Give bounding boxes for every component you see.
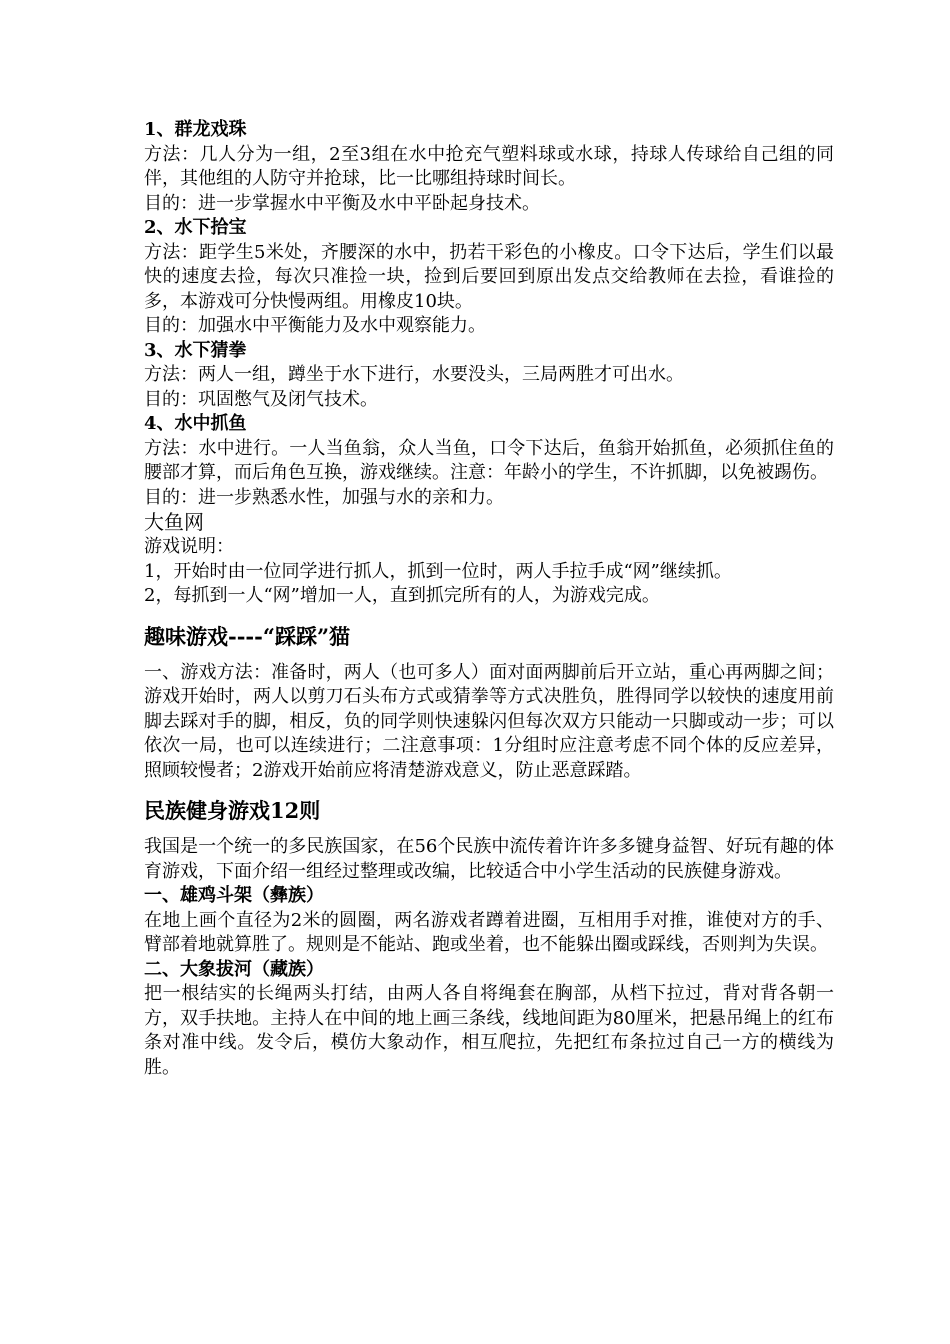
game-title: 一、雄鸡斗架（彝族） [144, 885, 324, 906]
section-title: 4、水中抓鱼 [144, 413, 247, 434]
method-paragraph: 方法：几人分为一组，2至3组在水中抢充气塑料球或水球，持球人传球给自己组的同伴，其他组的人防守并抢球，比一比哪组持球时间长。 [144, 143, 834, 189]
method-paragraph: 方法：距学生5米处，齐腰深的水中，扔若干彩色的小橡皮。口令下达后，学生们以最快的速度去捡，每次只准捡一块，捡到后要回到原出发点交给教师在去捡，看谁捡的多，本游戏可分快慢两组。用橡皮10块。 [144, 241, 834, 312]
section-title: 民族健身游戏12则 [144, 798, 321, 823]
method-paragraph: 方法：两人一组，蹲坐于水下进行，水要没头，三局两胜才可出水。 [144, 364, 684, 385]
goal-paragraph: 目的：巩固憋气及闭气技术。 [144, 388, 378, 410]
section-title: 趣味游戏----“踩踩”猫 [144, 623, 351, 649]
goal-paragraph: 目的：进一步掌握水中平衡及水中平卧起身技术。 [144, 192, 540, 214]
goal-paragraph: 目的：加强水中平衡能力及水中观察能力。 [144, 315, 486, 336]
section-title: 1、群龙戏珠 [144, 119, 247, 140]
intro-paragraph: 我国是一个统一的多民族国家，在56个民族中流传着许许多多键身益智、好玩有趣的体育游戏，下面介绍一组经过整理或改编，比较适合中小学生活动的民族健身游戏。 [144, 836, 834, 882]
document-page [144, 118, 834, 1080]
method-paragraph: 方法：水中进行。一人当鱼翁，众人当鱼，口令下达后，鱼翁开始抓鱼，必须抓住鱼的腰部才算，而后角色互换，游戏继续。注意：年龄小的学生，不许抓脚，以免被踢伤。 [144, 437, 834, 483]
list-item: 1，开始时由一位同学进行抓人，抓到一位时，两人手拉手成“网”继续抓。 [144, 560, 732, 582]
section-title: 3、水下猜拳 [144, 339, 247, 361]
game-title: 二、大象拔河（藏族） [144, 958, 324, 980]
section-title: 2、水下拾宝 [144, 217, 247, 238]
body-paragraph: 把一根结实的长绳两头打结，由两人各自将绳套在胸部，从档下拉过，背对背各朝一方，双手扶地。主持人在中间的地上画三条线，线地间距为80厘米，把悬吊绳上的红布条对准中线。发令后，模仿大象动作，相互爬拉，先把红布条拉过自己一方的横线为胜。 [144, 983, 834, 1078]
goal-paragraph: 目的：进一步熟悉水性，加强与水的亲和力。 [144, 486, 504, 508]
body-paragraph: 一、游戏方法：准备时，两人（也可多人）面对面两脚前后开立站，重心再两脚之间；游戏开始时，两人以剪刀石头布方式或猜拳等方式决胜负，胜得同学以较快的速度用前脚去踩对手的脚，相反，负的同学则快速躲闪但每次双方只能动一只脚或动一步；可以依次一局，也可以连续进行；二注意事项：1分组时应注意考虑不同个体的反应差异，照顾较慢者；2游戏开始前应将清楚游戏意义，防止恶意踩踏。 [144, 661, 834, 781]
list-item: 2，每抓到一人“网”增加一人，直到抓完所有的人，为游戏完成。 [144, 585, 660, 606]
section-title: 大鱼网 [144, 510, 204, 534]
intro-paragraph: 游戏说明： [144, 536, 234, 557]
body-paragraph: 在地上画个直径为2米的圆圈，两名游戏者蹲着进圈，互相用手对推，谁使对方的手、臂部着地就算胜了。规则是不能站、跑或坐着，也不能躲出圈或踩线，否则判为失误。 [144, 909, 834, 955]
